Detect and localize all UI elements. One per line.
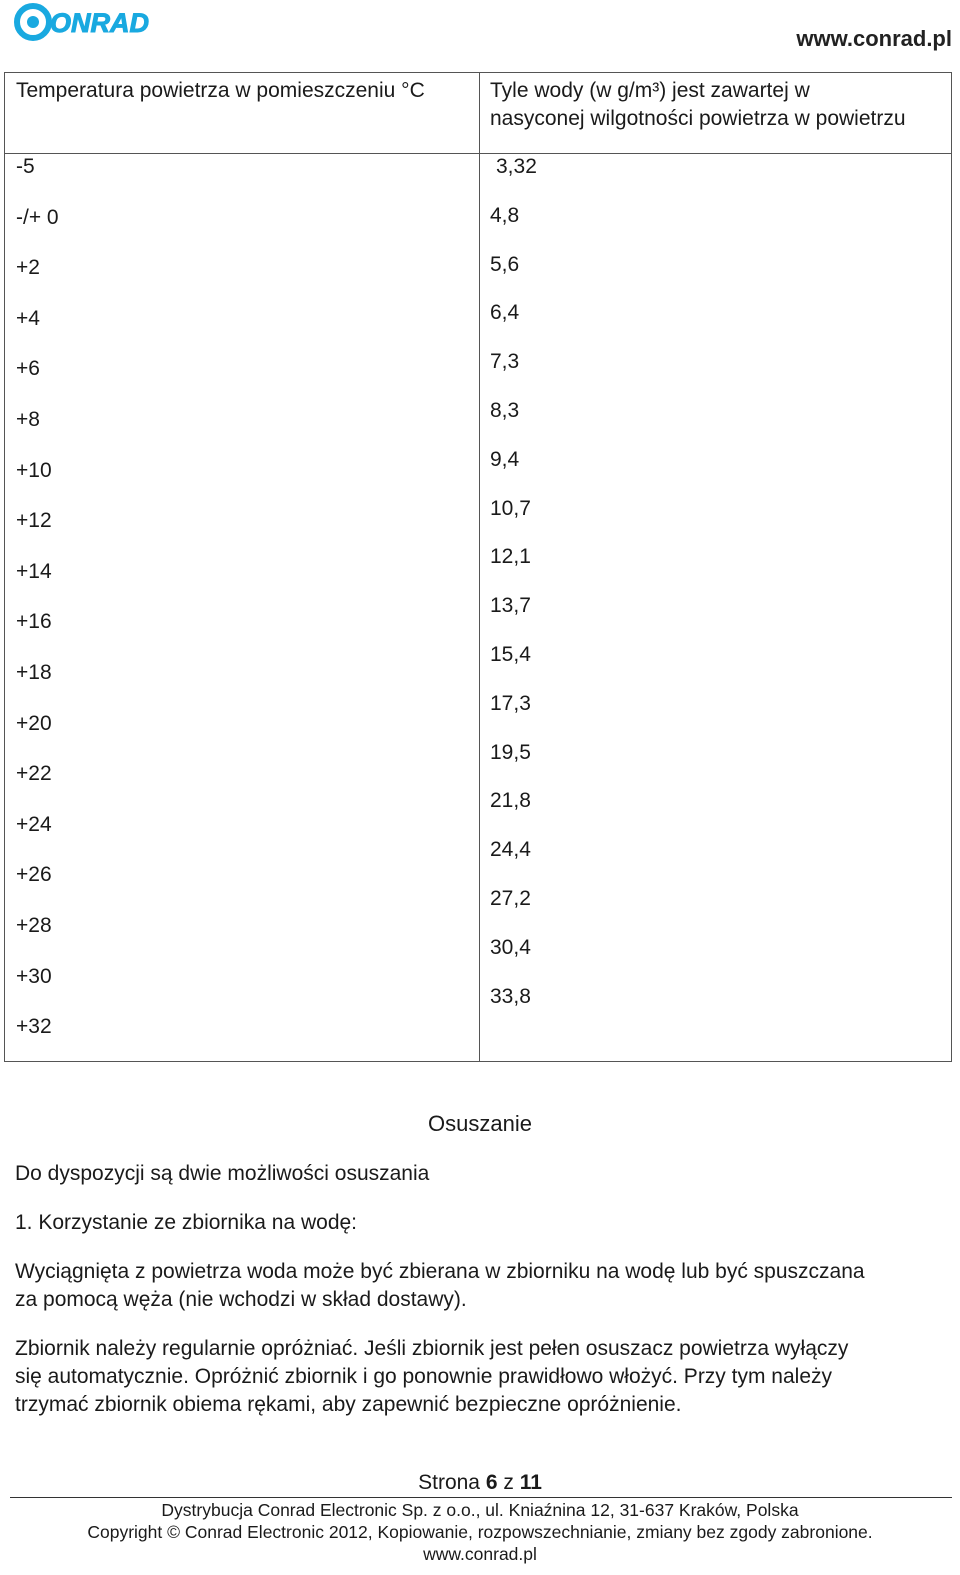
- svg-text:ONRAD: ONRAD: [50, 8, 149, 38]
- paragraph-2: [15, 1335, 945, 1419]
- paragraph-1-line1: Wyciągnięta z powietrza woda może być zbierana w zbiorniku na wodę lub być spuszczana: [15, 1260, 865, 1283]
- temperature-cell: +26: [16, 863, 52, 887]
- temperature-cell: +14: [16, 559, 52, 583]
- temperature-cell: +10: [16, 458, 52, 482]
- temperature-cell: +8: [16, 408, 40, 431]
- water-content-cell: 24,4: [490, 838, 531, 862]
- water-content-cell: 4,8: [490, 203, 520, 227]
- footer-copyright: Copyright © Conrad Electronic 2012, Kopiowanie, rozpowszechnianie, zmiany bez zgody zabronione.: [87, 1522, 873, 1542]
- site-url: www.conrad.pl: [796, 26, 952, 51]
- header-divider: [5, 153, 951, 154]
- temperature-cell: +12: [16, 509, 52, 533]
- page-current: 6: [485, 1471, 498, 1494]
- water-content-cell: 12,1: [490, 545, 531, 569]
- water-content-cell: 7,3: [490, 350, 520, 374]
- page-separator: z: [497, 1471, 520, 1494]
- list-item-1: 1. Korzystanie ze zbiornika na wodę:: [15, 1211, 358, 1234]
- paragraph-2-line2: się automatycznie. Opróżnić zbiornik i go ponownie prawidłowo włożyć. Przy tym należy: [15, 1365, 833, 1388]
- temperature-cell: +24: [16, 812, 52, 836]
- water-column-header: [490, 77, 950, 133]
- temperature-cell: +4: [16, 306, 40, 330]
- page-prefix: Strona: [418, 1471, 486, 1494]
- water-content-cell: 30,4: [490, 935, 531, 959]
- humidity-table: [4, 72, 952, 1062]
- temperature-cell: +6: [16, 357, 40, 381]
- water-header-line2: nasyconej wilgotności powietrza w powietrzu: [490, 107, 906, 130]
- water-content-cell: 19,5: [490, 740, 531, 764]
- water-content-cell: 5,6: [490, 252, 520, 276]
- footer-divider: [10, 1497, 952, 1498]
- intro-text: Do dyspozycji są dwie możliwości osuszania: [15, 1162, 430, 1185]
- column-divider: [479, 73, 480, 1061]
- page-number: [0, 1471, 960, 1495]
- water-content-cell: 8,3: [490, 399, 520, 422]
- temperature-cell: +28: [16, 914, 52, 937]
- water-content-cell: 17,3: [490, 691, 531, 715]
- footer-url: www.conrad.pl: [423, 1544, 537, 1564]
- water-header-line1: Tyle wody (w g/m³) jest zawartej w: [490, 79, 810, 102]
- water-content-cell: 9,4: [490, 447, 520, 471]
- paragraph-1-line2: za pomocą węża (nie wchodzi w skład dostawy).: [15, 1288, 467, 1311]
- temperature-column-header: Temperatura powietrza w pomieszczeniu °C: [16, 79, 425, 102]
- temperature-cell: +18: [16, 661, 52, 684]
- paragraph-1: [15, 1258, 945, 1314]
- temperature-cell: +22: [16, 762, 52, 786]
- temperature-cell: +20: [16, 711, 52, 735]
- conrad-logo: [14, 2, 170, 42]
- paragraph-2-line1: Zbiornik należy regularnie opróżniać. Jeśli zbiornik jest pełen osuszacz powietrza wyłączy: [15, 1337, 849, 1360]
- section-heading: Osuszanie: [428, 1111, 532, 1136]
- page-total: 11: [519, 1471, 542, 1494]
- footer-distributor: Dystrybucja Conrad Electronic Sp. z o.o., ul. Kniaźnina 12, 31-637 Kraków, Polska: [161, 1500, 799, 1520]
- water-content-cell: 13,7: [490, 594, 531, 618]
- water-content-cell: 33,8: [490, 984, 531, 1008]
- temperature-cell: +16: [16, 610, 52, 634]
- water-content-cell: 10,7: [490, 496, 531, 520]
- temperature-cell: +32: [16, 1015, 52, 1039]
- temperature-cell: -5: [16, 155, 35, 178]
- water-content-cell: 15,4: [490, 643, 531, 666]
- water-content-cell: 21,8: [490, 789, 531, 813]
- temperature-cell: +2: [16, 256, 40, 280]
- temperature-cell: +30: [16, 964, 52, 988]
- paragraph-2-line3: trzymać zbiornik obiema rękami, aby zapewnić bezpieczne opróżnienie.: [15, 1393, 682, 1416]
- water-content-cell: 6,4: [490, 301, 520, 325]
- temperature-cell: -/+ 0: [16, 205, 59, 229]
- water-content-cell: 3,32: [496, 155, 537, 178]
- water-content-cell: 27,2: [490, 887, 531, 910]
